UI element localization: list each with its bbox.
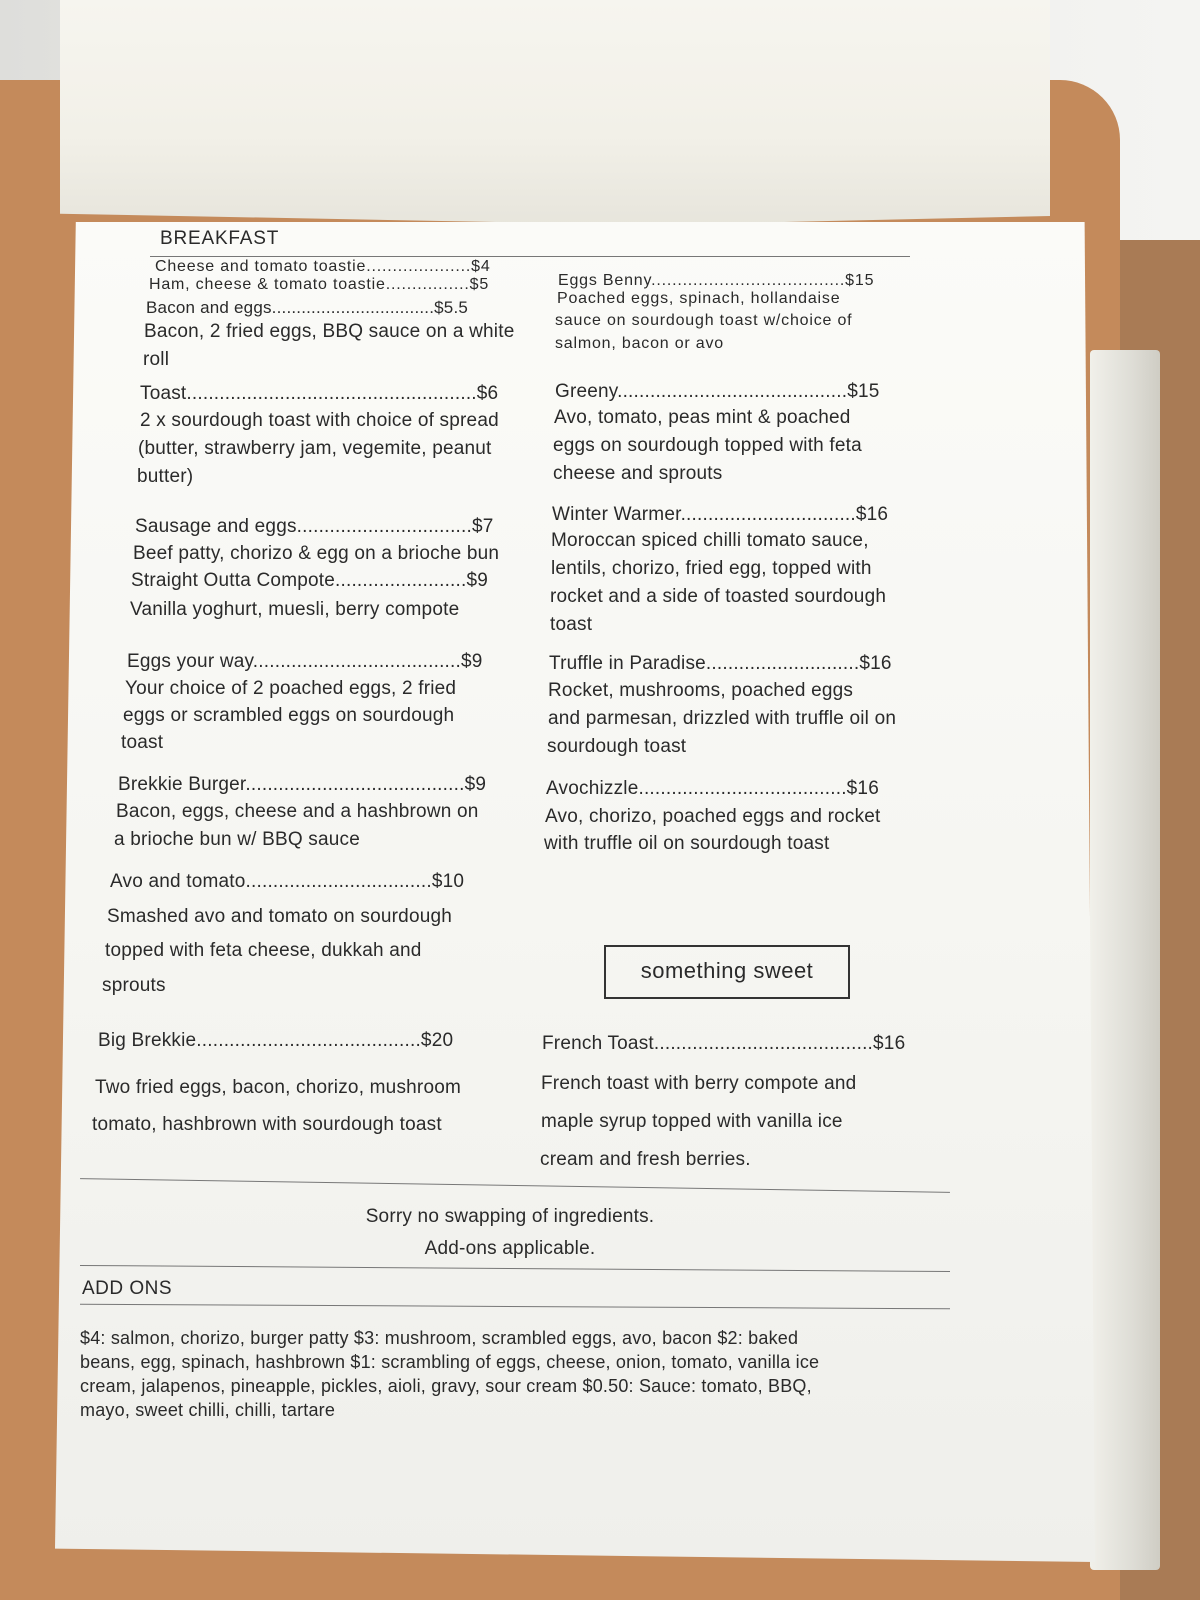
menu-desc: Vanilla yoghurt, muesli, berry compote [130, 599, 460, 620]
menu-desc: a brioche bun w/ BBQ sauce [114, 829, 361, 850]
menu-desc: sourdough toast [547, 736, 687, 757]
menu-item: Bacon and eggs.................................$5.5 [146, 298, 469, 317]
menu-desc: with truffle oil on sourdough toast [544, 833, 830, 854]
breakfast-heading: BREAKFAST [160, 228, 280, 249]
menu-desc: French toast with berry compote and [541, 1073, 857, 1094]
menu-item: Truffle in Paradise............................$16 [549, 653, 892, 674]
menu-desc: and parmesan, drizzled with truffle oil on [548, 708, 897, 729]
heading-rule [150, 256, 910, 257]
something-sweet-box: something sweet [604, 945, 850, 999]
menu-desc: cream and fresh berries. [540, 1149, 751, 1170]
menu-item: Avo and tomato..................................$10 [110, 871, 465, 892]
menu-item: Toast.....................................................$6 [140, 383, 499, 404]
menu-desc: salmon, bacon or avo [555, 335, 724, 352]
menu-desc: eggs or scrambled eggs on sourdough [123, 705, 455, 726]
menu-desc: Poached eggs, spinach, hollandaise [557, 290, 841, 307]
menu-desc: Smashed avo and tomato on sourdough [107, 906, 453, 927]
menu-item: French Toast........................................$16 [542, 1033, 906, 1054]
menu-desc: maple syrup topped with vanilla ice [541, 1111, 843, 1132]
menu-desc: topped with feta cheese, dukkah and [105, 940, 422, 961]
menu-desc: lentils, chorizo, fried egg, topped with [551, 558, 872, 579]
menu-desc: Your choice of 2 poached eggs, 2 fried [125, 678, 457, 699]
menu-desc: Moroccan spiced chilli tomato sauce, [551, 530, 869, 551]
menu-desc: (butter, strawberry jam, vegemite, peanut [138, 438, 492, 459]
menu-desc: Two fried eggs, bacon, chorizo, mushroom [95, 1077, 462, 1098]
menu-item: Eggs your way......................................$9 [127, 651, 483, 672]
menu-desc: toast [550, 614, 593, 635]
menu-desc: cheese and sprouts [553, 463, 723, 484]
menu-item: Big Brekkie.........................................$20 [98, 1030, 454, 1051]
menu-item: Winter Warmer................................$16 [552, 504, 889, 525]
menu-item: Brekkie Burger........................................$9 [118, 774, 487, 795]
menu-desc: eggs on sourdough topped with feta [553, 435, 862, 456]
notice-addons: Add-ons applicable. [424, 1238, 596, 1259]
menu-desc: sauce on sourdough toast w/choice of [555, 312, 853, 329]
menu-desc: Bacon, eggs, cheese and a hashbrown on [116, 801, 479, 822]
menu-item: Avochizzle......................................$16 [546, 778, 879, 799]
menu-desc: Avo, chorizo, poached eggs and rocket [545, 806, 881, 827]
menu-desc: 2 x sourdough toast with choice of spread [140, 410, 499, 431]
addons-text: mayo, sweet chilli, chilli, tartare [80, 1400, 336, 1420]
menu-desc: Bacon, 2 fried eggs, BBQ sauce on a white [144, 321, 515, 342]
notice-swap: Sorry no swapping of ingredients. [365, 1206, 655, 1227]
menu-desc: roll [143, 349, 170, 370]
menu-item: Eggs Benny.....................................$15 [558, 272, 875, 289]
menu-item: Straight Outta Compote........................$9 [131, 570, 489, 591]
menu-desc: Rocket, mushrooms, poached eggs [548, 680, 854, 701]
paper-stack-edge [1090, 350, 1160, 1570]
addons-text: beans, egg, spinach, hashbrown $1: scrambling of eggs, cheese, onion, tomato, vanilla ice [80, 1352, 820, 1372]
menu-desc: rocket and a side of toasted sourdough [550, 586, 887, 607]
menu-item: Sausage and eggs................................$7 [135, 516, 494, 537]
addons-heading: ADD ONS [82, 1278, 173, 1299]
folded-top-page [60, 0, 1050, 225]
addons-text: $4: salmon, chorizo, burger patty $3: mushroom, scrambled eggs, avo, bacon $2: baked [80, 1328, 799, 1348]
addons-text: cream, jalapenos, pineapple, pickles, aioli, gravy, sour cream $0.50: Sauce: tomato, BBQ, [80, 1376, 812, 1396]
menu-desc: butter) [137, 466, 194, 487]
menu-desc: sprouts [102, 975, 166, 996]
menu-item: Greeny..........................................$15 [555, 381, 880, 402]
menu-desc: Avo, tomato, peas mint & poached [554, 407, 851, 428]
menu-desc: toast [121, 732, 164, 753]
menu-desc: Beef patty, chorizo & egg on a brioche bun [133, 543, 500, 564]
menu-item: Ham, cheese & tomato toastie................$5 [149, 276, 490, 293]
menu-item: Cheese and tomato toastie....................$4 [155, 258, 491, 275]
menu-desc: tomato, hashbrown with sourdough toast [92, 1114, 442, 1135]
